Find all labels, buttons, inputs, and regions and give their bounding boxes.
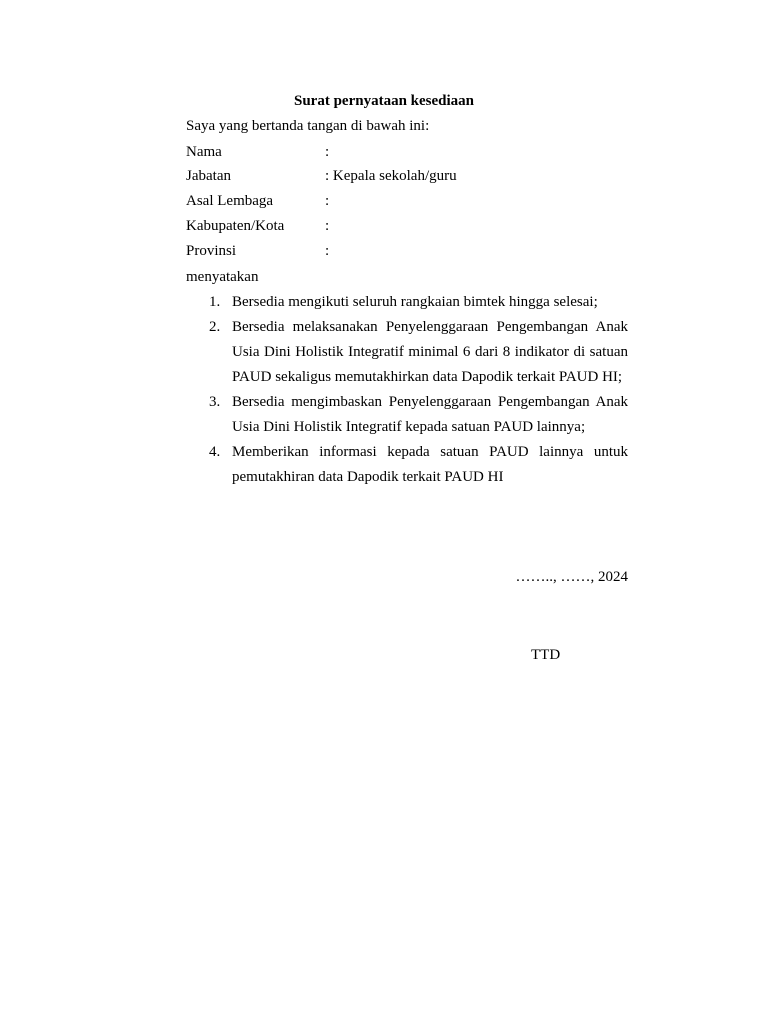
field-value-asal-lembaga: : xyxy=(325,193,330,209)
list-item xyxy=(186,390,628,440)
list-item-text: Bersedia mengikuti seluruh rangkaian bimtek hingga selesai; xyxy=(232,294,598,310)
field-value-jabatan: : Kepala sekolah/guru xyxy=(325,168,457,184)
field-value-kabupaten-kota: : xyxy=(325,218,330,234)
field-label-asal-lembaga: Asal Lembaga xyxy=(186,193,274,209)
list-item xyxy=(186,290,628,315)
document-title: Surat pernyataan kesediaan xyxy=(293,93,475,109)
field-label-nama: Nama xyxy=(186,144,222,160)
list-item-number: 1. xyxy=(209,294,221,310)
list-item-text: Memberikan informasi kepada satuan PAUD lainnya untuk pemutakhiran data Dapodik terkait PAUD HI xyxy=(232,444,628,485)
signature-placeholder: TTD xyxy=(531,647,561,663)
field-value-nama: : xyxy=(325,144,330,160)
statement-list xyxy=(186,290,628,490)
list-item-number: 4. xyxy=(209,444,221,460)
statement-text: menyatakan xyxy=(186,269,259,285)
field-label-provinsi: Provinsi xyxy=(186,243,237,259)
list-item-number: 3. xyxy=(209,394,221,410)
field-label-kabupaten-kota: Kabupaten/Kota xyxy=(186,218,285,234)
field-label-jabatan: Jabatan xyxy=(186,168,231,184)
date-line: …….., ……, 2024 xyxy=(515,569,628,585)
list-item-text: Bersedia melaksanakan Penyelenggaraan Pengembangan Anak Usia Dini Holistik Integratif minimal 6 dari 8 indikator di satuan PAUD sekaligus memutakhirkan data Dapodik terkait PAUD HI; xyxy=(232,319,628,385)
field-value-provinsi: : xyxy=(325,243,330,259)
intro-text: Saya yang bertanda tangan di bawah ini: xyxy=(186,118,430,134)
list-item xyxy=(186,315,628,390)
list-item-text: Bersedia mengimbaskan Penyelenggaraan Pengembangan Anak Usia Dini Holistik Integratif kepada satuan PAUD lainnya; xyxy=(232,394,628,435)
list-item-number: 2. xyxy=(209,319,221,335)
list-item xyxy=(186,440,628,490)
